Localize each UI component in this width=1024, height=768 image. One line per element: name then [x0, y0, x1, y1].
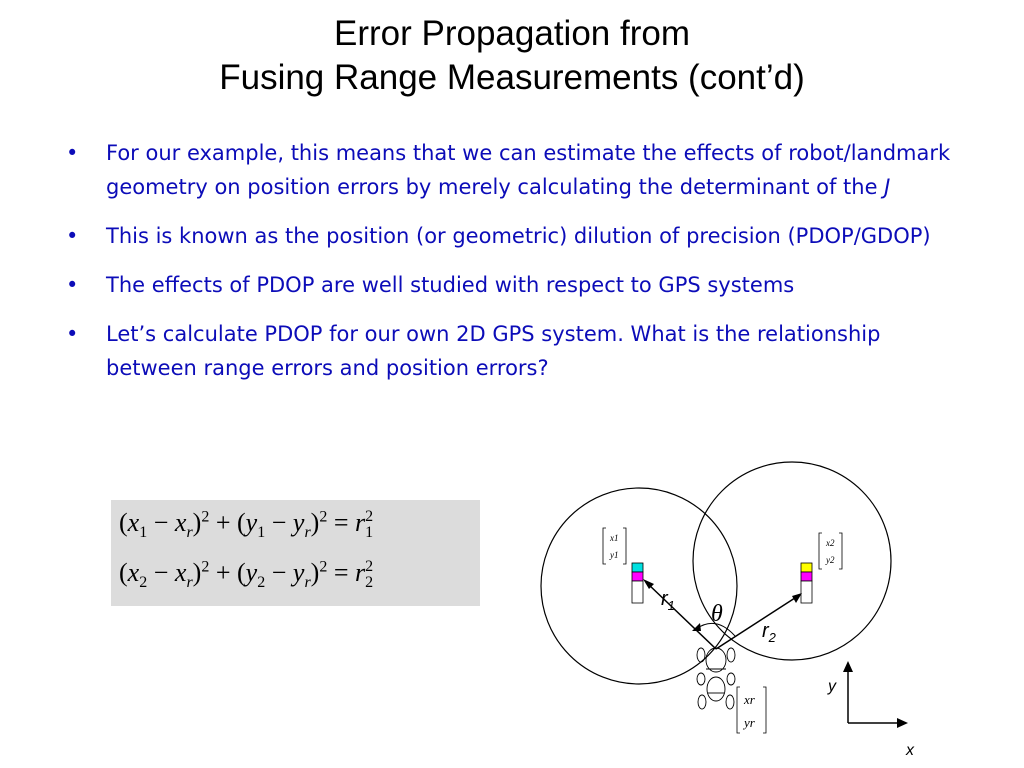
robot-y: yr — [744, 715, 755, 730]
bullet-item — [66, 268, 966, 302]
robot-vector — [737, 687, 766, 733]
range-geometry-diagram — [530, 455, 930, 765]
robot-x: xr — [744, 692, 755, 707]
landmark-2-base — [801, 581, 812, 603]
landmark-2-icon — [801, 563, 812, 603]
bullet-item — [66, 219, 966, 253]
title-line-2: Fusing Range Measurements (cont’d) — [219, 58, 805, 97]
equation-range-2: $(x_2 - x_r)^2 + (y_2 - y_r)^2 = r_2^2$ — [119, 558, 374, 592]
range-line-1 — [647, 583, 716, 649]
bullet-dot-icon: • — [66, 224, 79, 248]
theta-label: θ — [711, 601, 723, 627]
title-line-1: Error Propagation from — [334, 14, 690, 53]
r2-label: $r_2$ — [762, 620, 776, 645]
range-circle-2 — [693, 462, 891, 660]
landmark-1-base — [632, 581, 643, 603]
bullet-list — [66, 136, 966, 400]
equation-range-1: $(x_1 - x_r)^2 + (y_1 - y_r)^2 = r_1^2$ — [119, 508, 374, 542]
r1-label: $r_1$ — [661, 588, 675, 613]
slide-title — [0, 12, 1024, 100]
equation-box — [111, 500, 480, 606]
bullet-text: This is known as the position (or geometric) dilution of precision (PDOP/GDOP) — [106, 224, 931, 248]
axis-x-label: x — [906, 742, 914, 759]
bullet-dot-icon: • — [66, 273, 79, 297]
bullet-dot-icon: • — [66, 141, 79, 165]
landmark-1-vector — [603, 528, 626, 564]
bullet-text: For our example, this means that we can estimate the effects of robot/landmark geometry on position errors by merely calculating the determinant of the — [106, 141, 951, 199]
range-arrow-2-icon — [792, 593, 802, 603]
bullet-item — [66, 317, 966, 385]
bullet-item — [66, 136, 966, 204]
axis-x-arrow-icon — [897, 718, 908, 728]
landmark-1-top — [632, 563, 643, 572]
landmark-1-icon — [632, 563, 643, 603]
robot-icon — [697, 648, 735, 709]
axis-y-arrow-icon — [843, 661, 853, 672]
bullet-text: Let’s calculate PDOP for our own 2D GPS system. What is the relationship between range errors and position errors? — [106, 322, 881, 380]
landmark-1-mid — [632, 572, 643, 581]
landmark-2-y: y2 — [826, 555, 835, 565]
bullet-text: The effects of PDOP are well studied with respect to GPS systems — [106, 273, 795, 297]
landmark-2-top — [801, 563, 812, 572]
range-line-2 — [716, 596, 798, 649]
axis-y-label: y — [828, 678, 836, 695]
landmark-2-x: x2 — [826, 538, 835, 548]
bullet-dot-icon: • — [66, 322, 79, 346]
landmark-2-vector — [819, 533, 842, 569]
landmark-1-y: y1 — [610, 550, 619, 560]
bullet-emphasis: J — [884, 175, 891, 199]
landmark-2-mid — [801, 572, 812, 581]
landmark-1-x: x1 — [610, 533, 619, 543]
